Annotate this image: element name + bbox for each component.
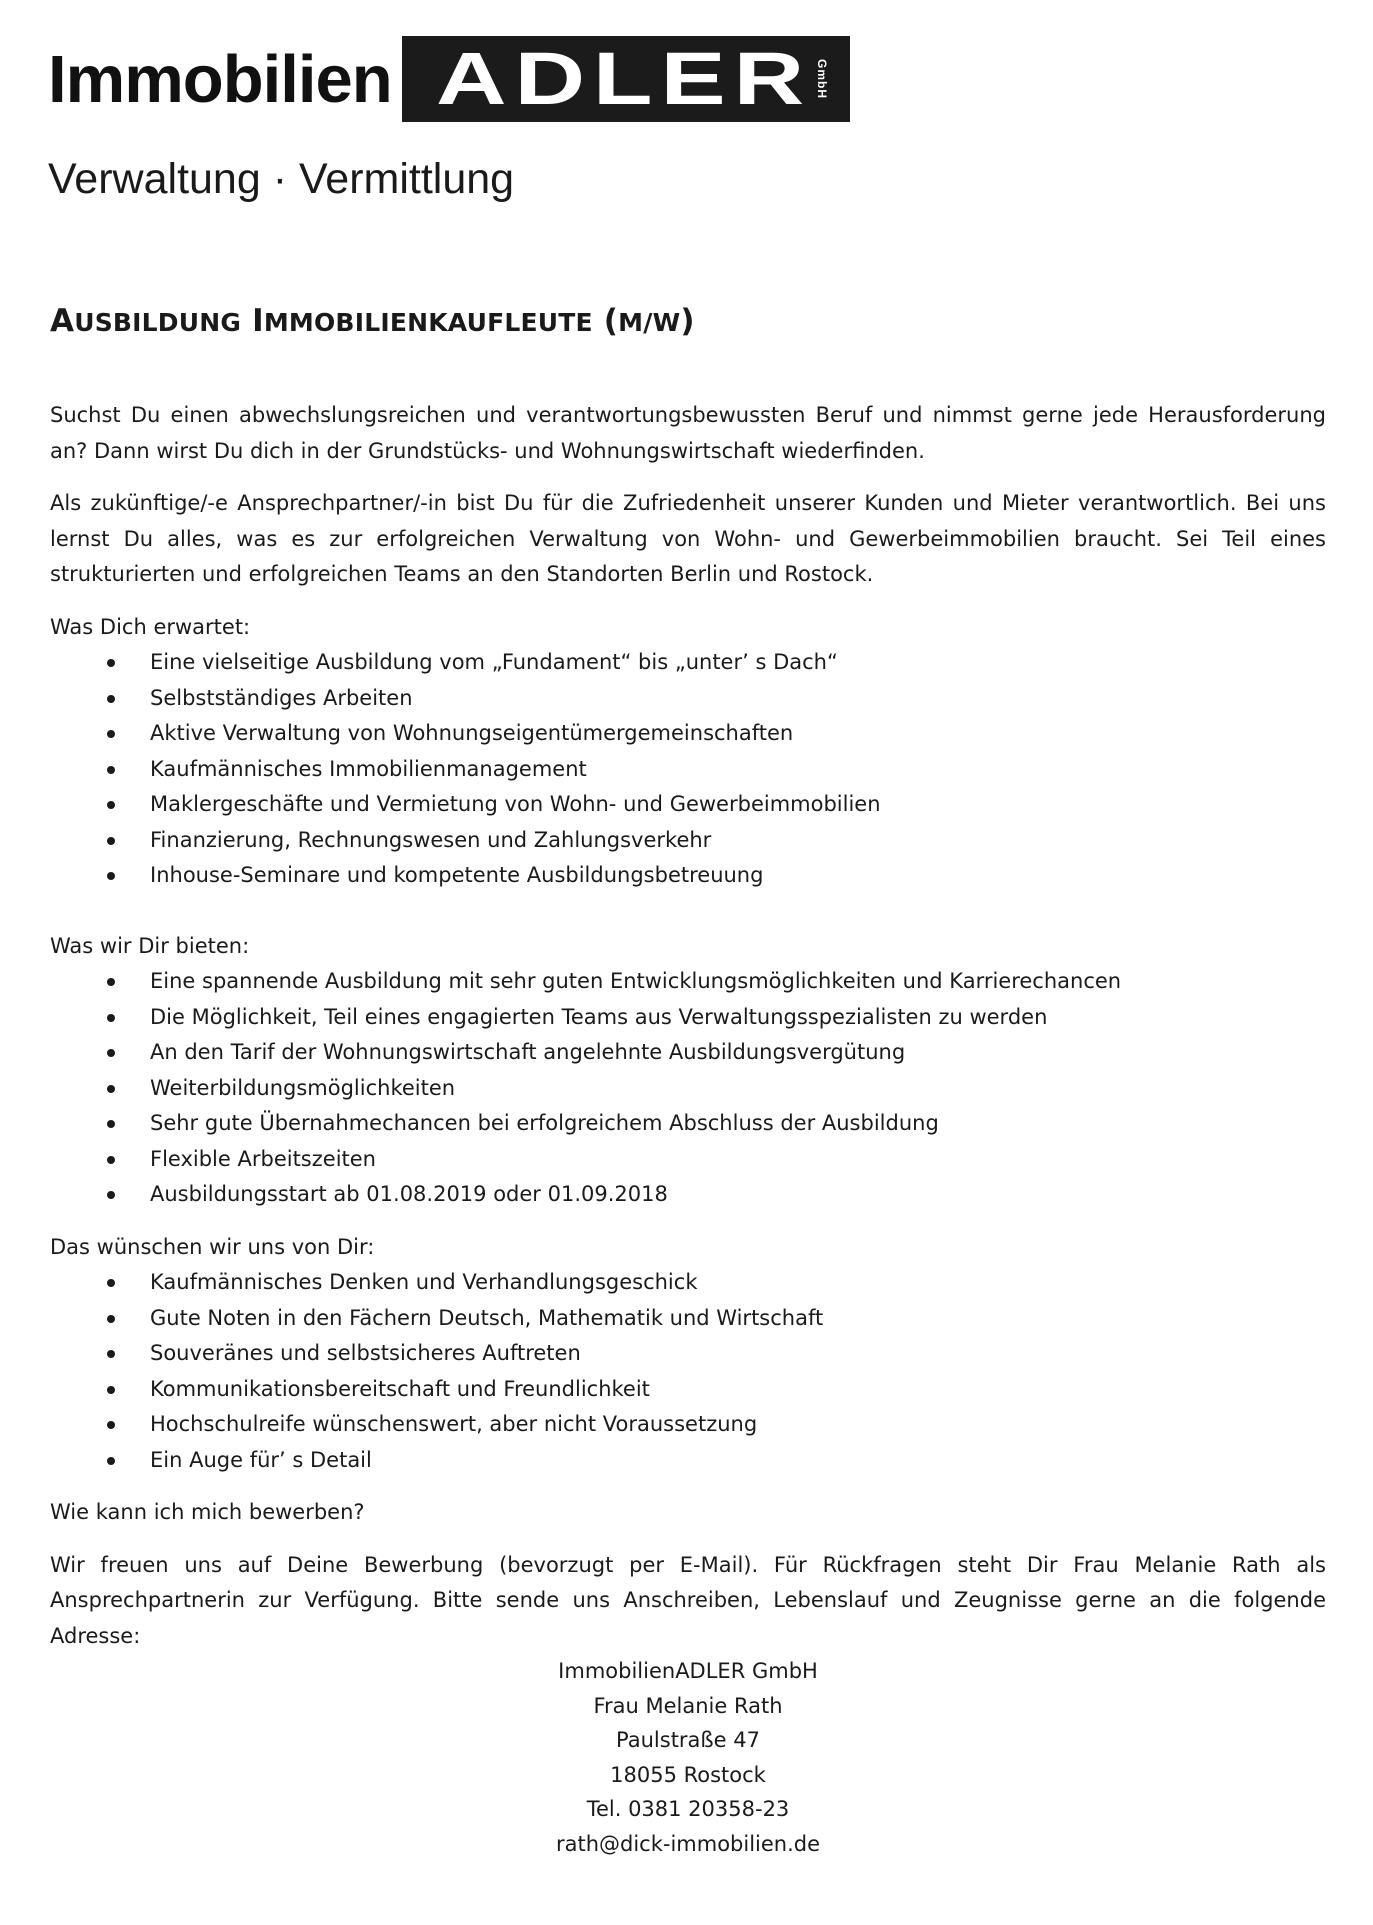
list-item	[50, 1071, 1326, 1107]
logo-box-name: ADLER	[435, 37, 812, 120]
wish-heading: Das wünschen wir uns von Dir:	[50, 1234, 375, 1259]
address-phone: Tel. 0381 20358-23	[586, 1797, 790, 1821]
bullet-icon	[107, 1350, 115, 1358]
list-item-text: Gute Noten in den Fächern Deutsch, Mathematik und Wirtschaft	[150, 1305, 824, 1330]
list-item-text: Flexible Arbeitszeiten	[150, 1146, 376, 1171]
list-item	[50, 1106, 1326, 1142]
address-contact: Frau Melanie Rath	[593, 1693, 783, 1718]
list-item	[50, 681, 1326, 717]
list-item	[50, 858, 1326, 894]
wish-list	[50, 1265, 1326, 1478]
intro-paragraph-2: Als zukünftige/-e Ansprechpartner/-in bist Du für die Zufriedenheit unserer Kunden und Mieter verantwortlich. Bei uns lernst Du alles, was es zur erfolgreichen Verwaltung von Wohn- und Gewerbeimmobilien braucht. Sei Teil eines strukturierten und erfolgreichen Teams an den Standorten Berlin und Rostock.	[50, 491, 1326, 586]
list-item-text: Weiterbildungsmöglichkeiten	[150, 1075, 456, 1100]
list-item	[50, 1336, 1326, 1372]
bullet-icon	[107, 1279, 115, 1287]
bullet-icon	[107, 801, 115, 809]
list-item	[50, 1443, 1326, 1479]
list-item-text: An den Tarif der Wohnungswirtschaft angelehnte Ausbildungsvergütung	[150, 1040, 906, 1064]
list-item-text: Maklergeschäfte und Vermietung von Wohn- und Gewerbeimmobilien	[150, 792, 881, 816]
list-item	[50, 823, 1326, 859]
list-item	[50, 645, 1326, 681]
apply-paragraph: Wir freuen uns auf Deine Bewerbung (bevorzugt per E-Mail). Für Rückfragen steht Dir Frau Melanie Rath als Ansprechpartnerin zur Verfügung. Bitte sende uns Anschreiben, Lebenslauf und Zeugnisse gerne an die folgende Adresse:	[50, 1552, 1326, 1648]
title-rest-1: USBILDUNG	[74, 308, 242, 337]
address-email: rath@dick-immobilien.de	[555, 1831, 821, 1856]
list-item-text: Souveränes und selbstsicheres Auftreten	[150, 1341, 581, 1365]
list-item-text: Hochschulreife wünschenswert, aber nicht Voraussetzung	[150, 1412, 758, 1436]
offer-heading: Was wir Dir bieten:	[50, 933, 250, 958]
list-item	[50, 1035, 1326, 1071]
title-rest-2: MMOBILIENKAUFLEUTE	[263, 308, 593, 337]
list-item-text: Kaufmännisches Immobilienmanagement	[150, 756, 587, 781]
bullet-icon	[107, 978, 115, 986]
list-item-text: Eine vielseitige Ausbildung vom „Fundament“ bis „unter’ s Dach“	[150, 650, 838, 674]
bullet-icon	[107, 1120, 115, 1128]
list-item	[50, 964, 1326, 1000]
title-cap-1: A	[50, 303, 75, 339]
bullet-icon	[107, 730, 115, 738]
bullet-icon	[107, 1457, 115, 1465]
intro-paragraph-1: Suchst Du einen abwechslungsreichen und verantwortungsbewussten Beruf und nimmst gerne jede Herausforderung an? Dann wirst Du dich in der Grundstücks- und Wohnungswirtschaft wiederfinden.	[50, 403, 1326, 463]
company-logo	[48, 34, 850, 124]
bullet-icon	[107, 1421, 115, 1429]
address-company: ImmobilienADLER GmbH	[558, 1659, 818, 1683]
bullet-icon	[107, 1156, 115, 1164]
tagline: Verwaltung · Vermittlung	[48, 155, 515, 203]
list-item	[50, 1177, 1326, 1213]
list-item-text: Die Möglichkeit, Teil eines engagierten Teams aus Verwaltungsspezialisten zu werden	[150, 1004, 1048, 1029]
bullet-icon	[107, 872, 115, 880]
list-item	[50, 1265, 1326, 1301]
list-item	[50, 1142, 1326, 1178]
list-item-text: Sehr gute Übernahmechancen bei erfolgreichem Abschluss der Ausbildung	[150, 1111, 939, 1135]
title-paren-close: )	[680, 303, 695, 339]
address-street: Paulstraße 47	[616, 1728, 760, 1752]
bullet-icon	[107, 1014, 115, 1022]
list-item	[50, 1301, 1326, 1337]
offer-list	[50, 964, 1326, 1213]
list-item-text: Inhouse-Seminare und kompetente Ausbildungsbetreuung	[150, 863, 764, 887]
list-item	[50, 752, 1326, 788]
apply-question: Wie kann ich mich bewerben?	[50, 1500, 365, 1524]
logo-box-suffix: GmbH	[814, 59, 829, 99]
list-item	[50, 1372, 1326, 1408]
bullet-icon	[107, 837, 115, 845]
list-item	[50, 716, 1326, 752]
list-item	[50, 1407, 1326, 1443]
logo-word: Immobilien	[48, 41, 392, 117]
list-item-text: Ein Auge für’ s Detail	[150, 1447, 372, 1472]
bullet-icon	[107, 1315, 115, 1323]
bullet-icon	[107, 1191, 115, 1199]
expect-list	[50, 645, 1326, 894]
bullet-icon	[107, 695, 115, 703]
expect-heading: Was Dich erwartet:	[50, 614, 251, 639]
list-item-text: Ausbildungsstart ab 01.08.2019 oder 01.09.2018	[150, 1182, 668, 1206]
logo-box	[402, 36, 850, 122]
list-item-text: Selbstständiges Arbeiten	[150, 685, 413, 710]
bullet-icon	[107, 1049, 115, 1057]
list-item	[50, 1000, 1326, 1036]
page-title	[50, 303, 695, 339]
title-paren-open: (	[603, 303, 619, 339]
bullet-icon	[107, 659, 115, 667]
bullet-icon	[107, 766, 115, 774]
address-city: 18055 Rostock	[610, 1762, 766, 1787]
list-item	[50, 787, 1326, 823]
main-content	[50, 398, 1326, 1861]
title-rest-3: M/W	[618, 308, 681, 337]
list-item-text: Kaufmännisches Denken und Verhandlungsgeschick	[150, 1270, 698, 1294]
title-cap-2: I	[252, 303, 264, 339]
list-item-text: Finanzierung, Rechnungswesen und Zahlungsverkehr	[150, 827, 712, 852]
contact-address	[50, 1654, 1326, 1861]
list-item-text: Aktive Verwaltung von Wohnungseigentümergemeinschaften	[150, 721, 794, 745]
bullet-icon	[107, 1386, 115, 1394]
bullet-icon	[107, 1085, 115, 1093]
list-item-text: Eine spannende Ausbildung mit sehr guten Entwicklungsmöglichkeiten und Karrierechancen	[150, 969, 1122, 993]
list-item-text: Kommunikationsbereitschaft und Freundlichkeit	[150, 1376, 650, 1401]
